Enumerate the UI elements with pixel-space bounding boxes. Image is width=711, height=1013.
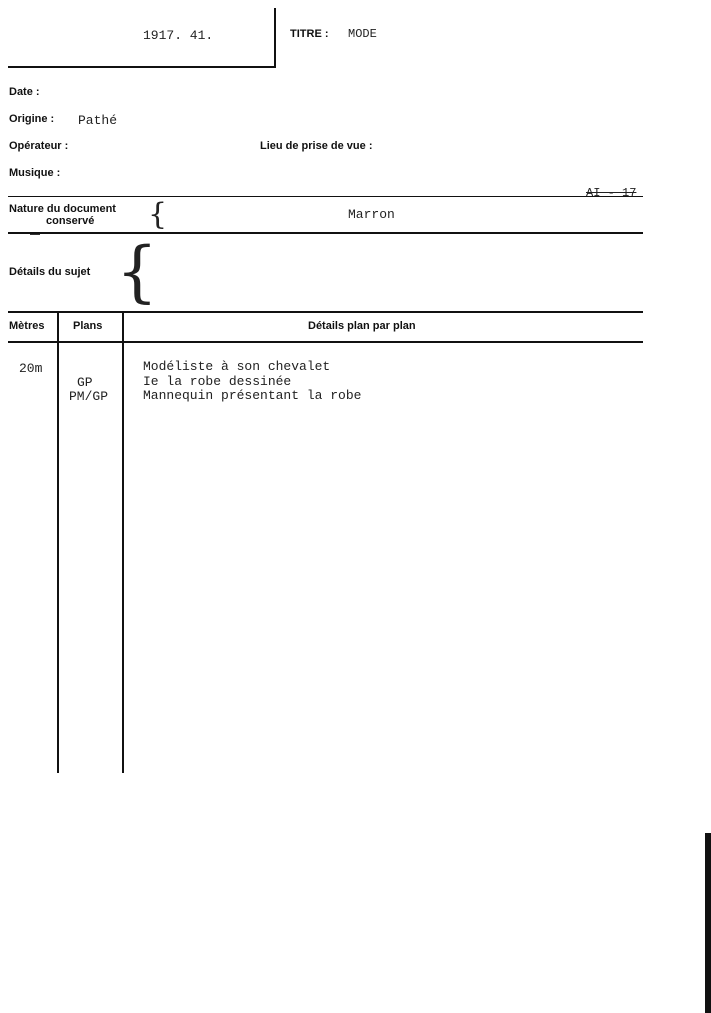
table-top-rule xyxy=(8,311,643,313)
table-header-rule xyxy=(8,341,643,343)
lieu-de-prise-de-vue-label: Lieu de prise de vue : xyxy=(260,140,373,152)
title-label: TITRE : xyxy=(290,28,329,40)
header-box-right-border xyxy=(274,8,276,66)
date-label: Date : xyxy=(9,86,40,98)
nature-bottom-rule xyxy=(8,232,643,234)
metres-value: 20m xyxy=(19,361,43,376)
column-header-metres: Mètres xyxy=(9,320,45,332)
column-separator-plans-details xyxy=(122,313,124,773)
detail-line: Ie la robe dessinée xyxy=(143,374,292,389)
header-box-bottom-border xyxy=(8,66,276,68)
nature-brace: { xyxy=(148,197,168,232)
nature-value: Marron xyxy=(348,207,395,222)
nature-label-line2: conservé xyxy=(46,215,95,227)
plan-cell: PM/GP xyxy=(69,389,109,404)
reference-number: 1917. 41. xyxy=(143,28,214,43)
page-edge-shadow xyxy=(705,833,711,1013)
column-header-details: Détails plan par plan xyxy=(308,320,416,332)
typewriter-tick-mark xyxy=(30,234,40,235)
origine-value: Pathé xyxy=(78,113,118,128)
detail-line: Mannequin présentant la robe xyxy=(143,388,362,403)
column-separator-metres-plans xyxy=(57,313,59,773)
operateur-label: Opérateur : xyxy=(9,140,69,152)
musique-label: Musique : xyxy=(9,167,61,179)
detail-line: Modéliste à son chevalet xyxy=(143,359,331,374)
plan-cell: GP xyxy=(77,375,93,390)
column-header-plans: Plans xyxy=(73,320,103,332)
details-sujet-brace: { xyxy=(116,233,158,310)
origine-label: Origine : xyxy=(9,113,55,125)
nature-label-line1: Nature du document xyxy=(9,203,116,215)
details-sujet-label: Détails du sujet xyxy=(9,266,91,278)
nature-top-rule xyxy=(8,196,643,197)
title-value: MODE xyxy=(348,27,377,41)
catalog-code: AI - 17 xyxy=(586,186,637,200)
